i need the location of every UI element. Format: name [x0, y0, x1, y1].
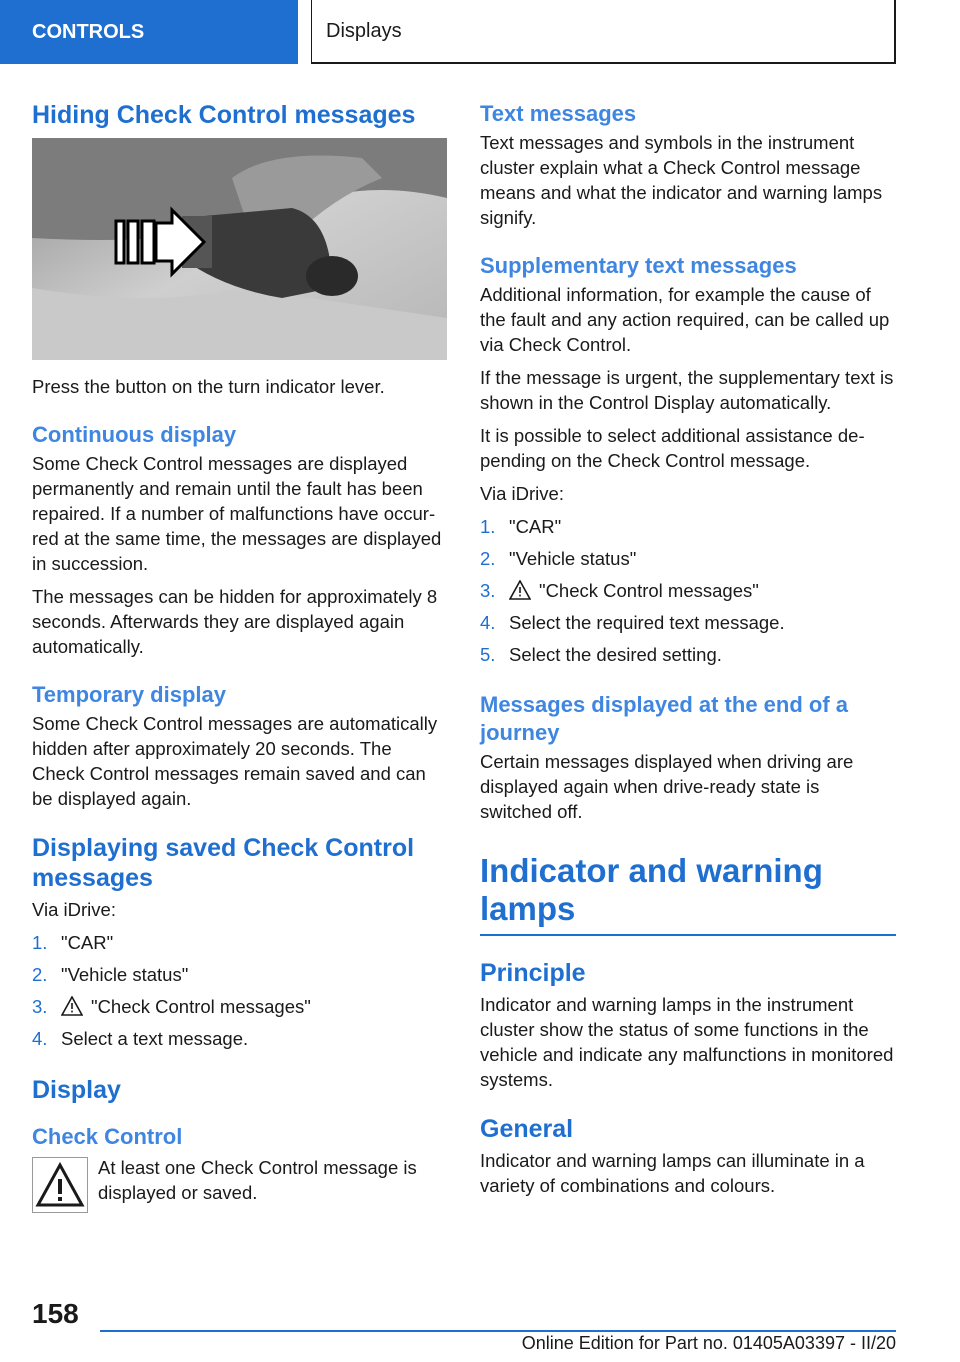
- lamps-title: Indicator and warning lamps: [480, 852, 823, 927]
- list-item: 4. Select the required text message.: [480, 612, 785, 633]
- list-item: 4. Select a text message.: [32, 1028, 249, 1049]
- supplementary-p3: It is possible to select additional assistance depending on the Check Control message.: [480, 425, 865, 471]
- footer-divider: [100, 1330, 896, 1332]
- saved-messages-title: Displaying saved Check Control messages: [32, 834, 415, 892]
- header-section: [0, 0, 298, 64]
- temporary-display-title: Temporary display: [32, 682, 226, 707]
- display-title: Display: [32, 1076, 121, 1104]
- continuous-display-p2: The messages can be hidden for approximately 8 seconds. Afterwards they are displayed again automatically.: [32, 586, 438, 657]
- list-item: 3. "Check Control messages": [480, 580, 759, 601]
- check-control-row: [32, 1155, 447, 1213]
- end-of-journey-title: Messages displayed at the end of a journey: [480, 692, 849, 745]
- temporary-display-p1: Some Check Control messages are automatically hidden after approximately 20 seconds. The Check Control messages remain saved and can be displayed again.: [32, 713, 438, 809]
- warning-triangle-icon: [509, 580, 531, 600]
- saved-via-label: Via iDrive:: [32, 899, 116, 920]
- header-chapter-label: Displays: [326, 19, 402, 42]
- check-control-text: At least one Check Control message is displayed or saved.: [98, 1157, 417, 1203]
- list-item: 1. "CAR": [32, 932, 114, 953]
- check-control-title: Check Control: [32, 1124, 183, 1149]
- text-messages-p: Text messages and symbols in the instrument cluster explain what a Check Control message means and what the indicator and warning lamps signify.: [480, 132, 883, 228]
- footer-edition: Online Edition for Part no. 01405A03397 - II/20: [521, 1333, 896, 1353]
- list-item: 3. "Check Control messages": [32, 996, 311, 1017]
- header-chapter: [311, 0, 896, 64]
- general-p: Indicator and warning lamps can illuminate in a variety of combinations and colours.: [480, 1150, 865, 1196]
- general-title: General: [480, 1115, 574, 1143]
- continuous-display-title: Continuous display: [32, 422, 237, 447]
- principle-p: Indicator and warning lamps in the instrument cluster show the status of some functions in the vehicle and indicate any malfunctions in monitored systems.: [480, 994, 894, 1090]
- right-column: [480, 100, 896, 1206]
- saved-steps-list: [32, 930, 447, 1051]
- figure-caption: Press the button on the turn indicator lever.: [32, 376, 385, 397]
- list-item: 1. "CAR": [480, 516, 562, 537]
- list-item: 2. "Vehicle status": [32, 964, 189, 985]
- list-item: 2. "Vehicle status": [480, 548, 637, 569]
- supplementary-p2: If the message is urgent, the supplementary text is shown in the Control Display automatically.: [480, 367, 894, 413]
- principle-title: Principle: [480, 959, 586, 987]
- turn-indicator-lever-figure: [32, 138, 447, 360]
- page-number: 158: [32, 1298, 79, 1329]
- left-column: [32, 100, 447, 1213]
- warning-triangle-icon: [32, 1157, 88, 1213]
- supplementary-steps-list: [480, 514, 896, 667]
- header-section-label: CONTROLS: [32, 20, 145, 43]
- supplementary-title: Supplementary text messages: [480, 253, 797, 278]
- hiding-title: Hiding Check Control messages: [32, 101, 416, 129]
- continuous-display-p1: Some Check Control messages are displayed permanently and remain until the fault has been repaired. If a number of malfunctions have occurred at the same time, the messages are displayed in succession.: [32, 453, 442, 574]
- supplementary-p1: Additional information, for example the cause of the fault and any action required, can be called up via Check Control.: [480, 284, 890, 355]
- text-messages-title: Text messages: [480, 101, 637, 126]
- lamps-section-heading: [480, 852, 896, 936]
- supplementary-via: Via iDrive:: [480, 483, 564, 504]
- end-of-journey-p: Certain messages displayed when driving are displayed again when drive-ready state is switched off.: [480, 751, 854, 822]
- list-item: 5. Select the desired setting.: [480, 644, 722, 665]
- warning-triangle-icon: [61, 996, 83, 1016]
